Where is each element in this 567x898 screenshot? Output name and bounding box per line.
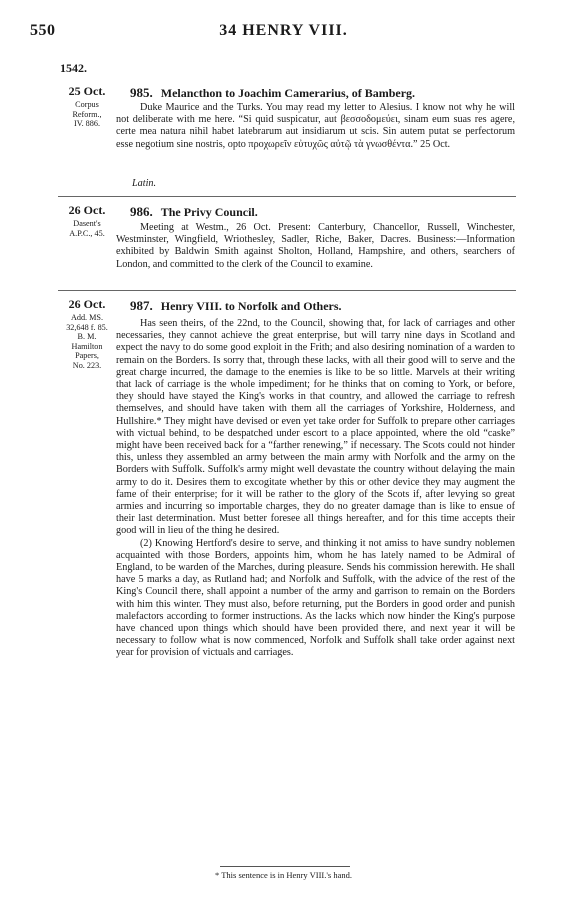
margin-ref-line: B. M. xyxy=(77,332,97,341)
entry-paragraph: Has seen theirs, of the 22nd, to the Council, showing that, for lack of carriages and other necessaries, they cannot achieve the great enterprise, but will tarry nine days in Scotland and expect the navy to do some good exploit in the Frith; and also desiring nomination of a warden to remain on the Borders. Is sorry that, through these lacks, with all their good will to serve and the great charge incurred, the damage to the enemies is like to be so little. Marvels at their writing that lack of carriage is the whole impediment; for he thinks that on coming to York, or before, they should have stayed the King's works in that country, and allowed the carriage to refresh themselves, and should have taken with them all the carriages of Yorkshire, Holderness, and Hullshire.* They might have devised or even yet take order for Suffolk to prepare other carriages with victual behind, to be despatched under escort to a place appointed, where the old “caske” might have been received back for a “farther renewing,” if necessary. The Scots could not hinder this, unless they assembled an army between the main army with Norfolk and the army on the Borders with Suffolk. Suffolk's army might well devastate the country without delaying the main army to do it. Desires them to excogitate whether by this or other device they may augment the fame of their enterprise; for it will be rather to the glory of the Scots if, after levying so great armies and incurring so importable charges, they do no greater damage than is like to ensue of their last determination. Must better foresee all things hereafter, and for this time accepts their good will in lieu of the thing he desired. xyxy=(116,318,515,537)
margin-ref-line: No. 223. xyxy=(72,360,102,370)
entry-987-margin xyxy=(54,297,120,370)
entry-number: 986. xyxy=(130,204,153,219)
entry-986-heading xyxy=(130,204,258,220)
entry-986-margin xyxy=(54,203,120,238)
margin-ref-line: IV. 886. xyxy=(73,119,100,128)
entry-date: 26 Oct. xyxy=(68,297,106,311)
entry-985-heading xyxy=(130,85,415,101)
margin-ref-line: Papers, xyxy=(75,351,99,360)
entry-title: The Privy Council. xyxy=(160,205,258,219)
margin-ref-line: Corpus xyxy=(75,100,99,109)
language-tag: Latin. xyxy=(132,178,157,189)
entry-985-margin xyxy=(54,84,120,129)
entry-title: Melancthon to Joachim Camerarius, of Bamberg. xyxy=(160,86,416,100)
entry-985-body xyxy=(116,102,515,151)
margin-ref-line: Add. MS. xyxy=(70,313,104,322)
entry-date: 25 Oct. xyxy=(68,84,106,98)
entry-paragraph: (2) Knowing Hertford's desire to serve, and thinking it not amiss to have sundry noblemen acquainted with those Borders, appoints him, whom he has lately named to be Admiral of England, to be warden of the Marches, during pleasure. Sends his commission herewith. He shall have 5 marks a day, as Rutland had; and Norfolk and Suffolk, with the advice of the rest of the King's Council there, shall appoint a number of the army and garrison to remain on the Borders with him this winter. They must also, before returning, put the Borders in good order and punish malefactors according to former instructions. As the lacks which now hinder the King's purpose have chanced upon things which should have been provided there, and next year it will be necessary to follow what is now commenced, Norfolk and Suffolk shall take order against next year for provision of victuals and carriages. xyxy=(116,537,515,659)
entry-number: 985. xyxy=(130,85,153,100)
footnote: * This sentence is in Henry VIII.'s hand. xyxy=(215,870,352,880)
footnote-divider xyxy=(220,866,350,867)
entry-date: 26 Oct. xyxy=(68,203,106,217)
margin-ref-line: Hamilton xyxy=(71,341,103,351)
margin-ref-line: Reform., xyxy=(72,109,102,119)
entry-title: Henry VIII. to Norfolk and Others. xyxy=(160,299,342,313)
running-title: 34 HENRY VIII. xyxy=(219,22,348,39)
entry-987-heading xyxy=(130,298,342,314)
margin-ref-line: A.P.C., 45. xyxy=(69,228,105,238)
running-head xyxy=(0,22,567,40)
entry-divider xyxy=(58,290,516,291)
entry-number: 987. xyxy=(130,298,153,313)
entry-987-body xyxy=(116,318,515,660)
entry-986-body xyxy=(116,222,515,271)
entry-paragraph: Meeting at Westm., 26 Oct. Present: Canterbury, Chancellor, Russell, Winchester, Westminster, Wingfield, Wriothesley, Sadler, Riche, Baker, Dacres. Business:—Information exhibited by Baldwin Smith against Sholton, Holland, Hampshire, and others, searchers of London, and committed to the clerk of the Council to examine. xyxy=(116,222,515,270)
entry-divider xyxy=(58,196,516,197)
page-number: 550 xyxy=(30,22,56,39)
margin-ref-line: 32,648 f. 85. xyxy=(66,322,108,332)
entry-paragraph: Duke Maurice and the Turks. You may read my letter to Alesius. I know not why he will not deliberate with me here. “Si quid suspicatur, aut βεσσοδομεύει, sinam eum suas res agere, certe mea natura nihil habet latebrarum aut insidiarum ut scis. Sin autem putat se perfectorum esse negotium sine nostris, opto προχωρεῖν εὐτυχῶς αὐτῷ τὰ γνωσθέντα.” 25 Oct. xyxy=(116,102,515,150)
margin-ref-line: Dasent's xyxy=(73,219,101,228)
year-label: 1542. xyxy=(60,61,87,75)
